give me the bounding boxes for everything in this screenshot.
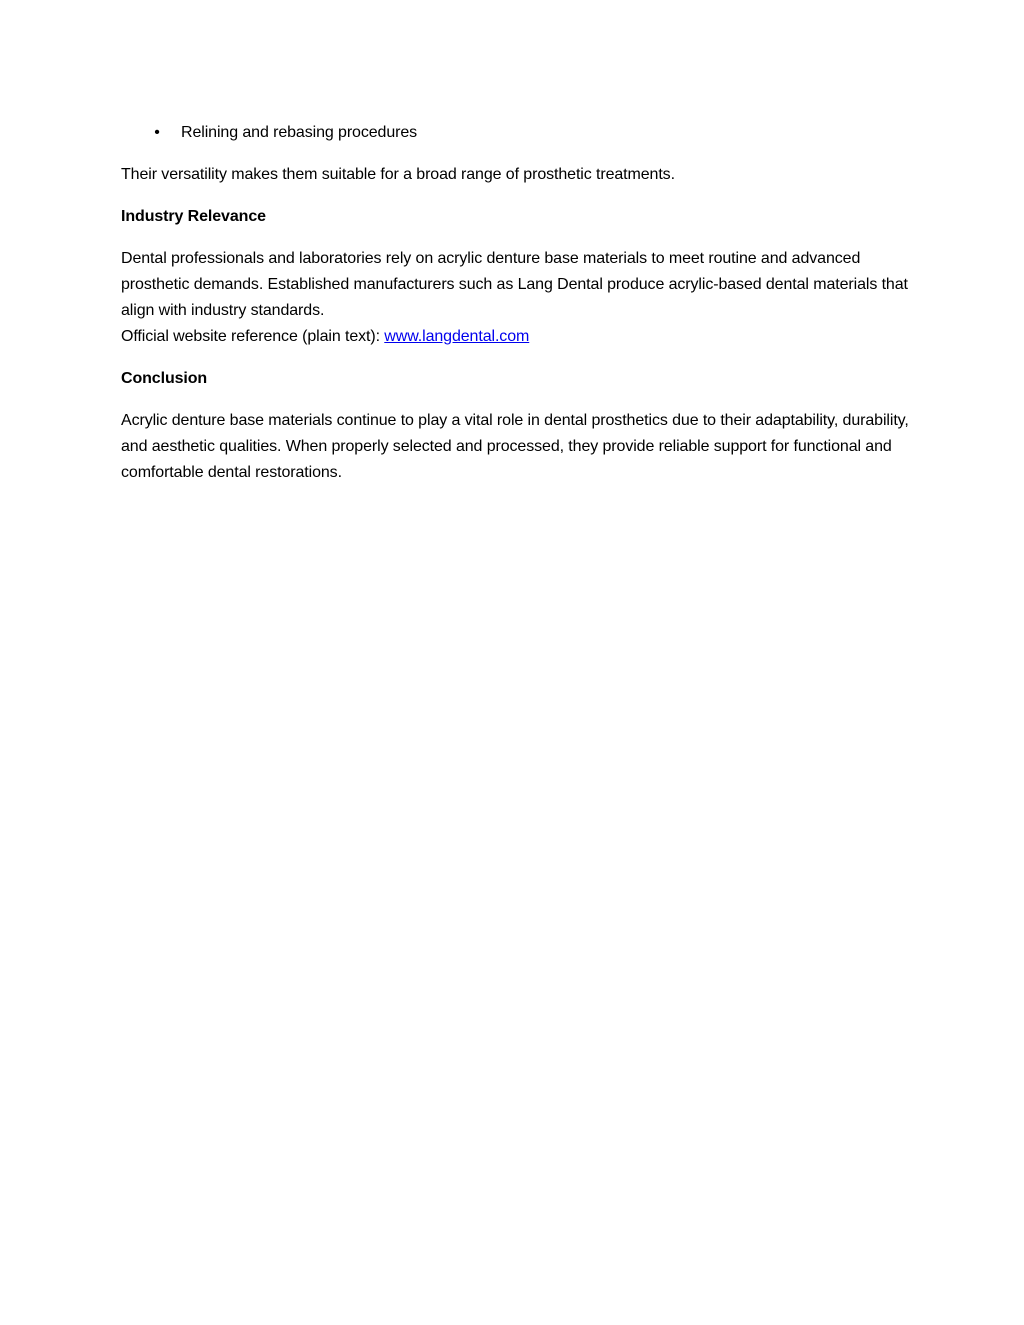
document-content [121,120,911,502]
list-item-text: Relining and rebasing procedures [181,124,418,141]
industry-relevance-paragraph: Dental professionals and laboratories rely on acrylic denture base materials to meet routine and advanced prosthetic demands. Established manufacturers such as Lang Dental produce acrylic-based dental materials that align with industry standards. [121,250,908,319]
conclusion-heading: Conclusion [121,370,208,387]
website-link[interactable]: www.langdental.com [384,328,530,345]
list-item [121,120,911,146]
bullet-icon: • [154,124,160,141]
conclusion-paragraph: Acrylic denture base materials continue to play a vital role in dental prosthetics due to their adaptability, durability, and aesthetic qualities. When properly selected and processed, they provide reliable support for functional and comfortable dental restorations. [121,412,909,481]
website-reference-label: Official website reference (plain text): [121,328,385,345]
versatility-paragraph: Their versatility makes them suitable for a broad range of prosthetic treatments. [121,166,675,183]
website-reference-line [121,324,911,350]
industry-relevance-section [121,246,911,350]
industry-relevance-heading: Industry Relevance [121,208,266,225]
